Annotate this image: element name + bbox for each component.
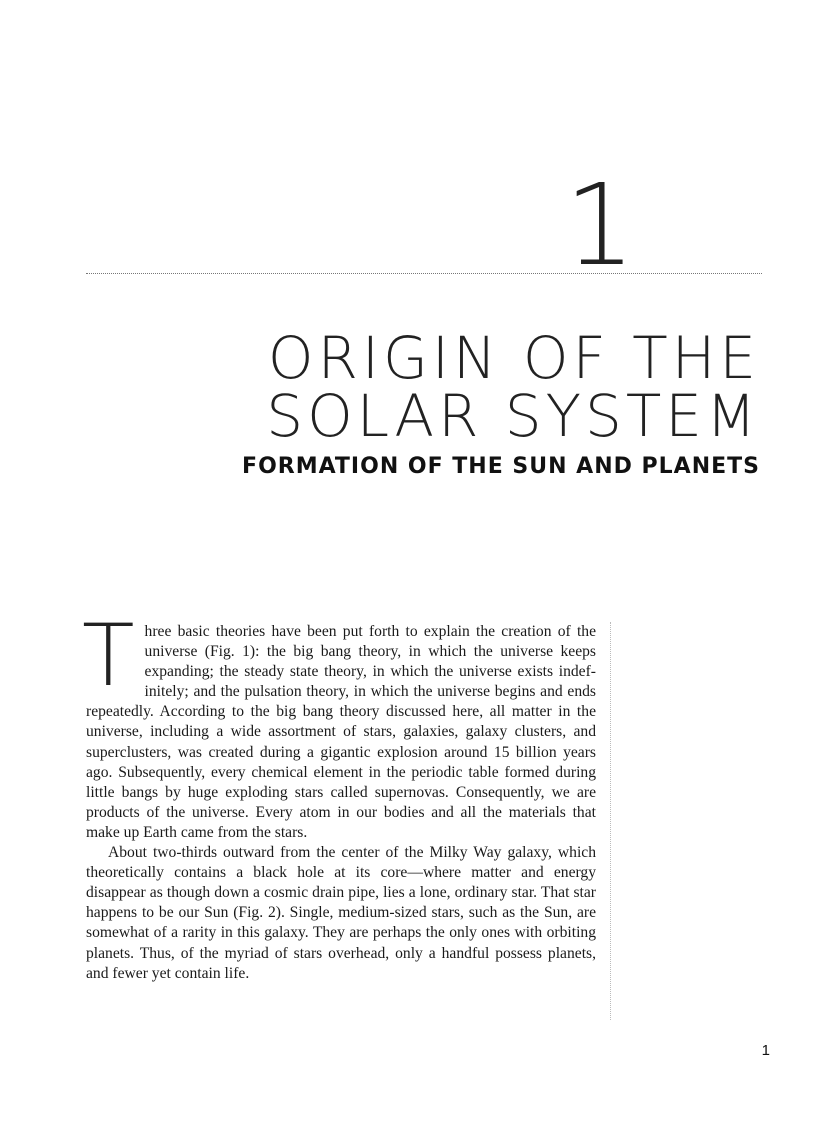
paragraph-2: About two-thirds outward from the center of the Milky Way galaxy, which theoretically contains a black hole at its core—where matter and energy disappear as though down a cosmic drain pipe, lies a lone, ordinary star. That star happens to be our Sun (Fig. 2). Single, medium-sized stars, such as the Sun, are somewhat of a rarity in this galaxy. They are perhaps the only ones with orbiting planets. Thus, of the myriad of stars overhead, only a handful possess planets, and fewer yet contain life.	[86, 844, 596, 982]
paragraph-1	[82, 606, 596, 843]
drop-cap: T	[82, 606, 135, 706]
chapter-title-line-1: ORIGIN OF THE	[267, 324, 760, 392]
chapter-title-line-2: SOLAR SYSTEM	[266, 382, 760, 450]
body-text	[82, 606, 596, 984]
chapter-number: 1	[564, 161, 636, 291]
page-number: 1	[761, 1042, 770, 1059]
chapter-divider	[86, 273, 762, 274]
chapter-subtitle: FORMATION OF THE SUN AND PLANETS	[242, 454, 760, 479]
margin-rule	[610, 622, 611, 1020]
paragraph-1-text: hree basic theories have been put forth to explain the creation of the universe (Fig. 1): the big bang theory, in which the universe keeps expanding; the steady state theory, in which the universe exists indefinitely; and the pulsation theory, in which the universe begins and ends repeatedly. According to the big bang theory discussed here, all matter in the universe, including a wide assortment of stars, galaxies, galaxy clusters, and superclusters, was created during a gigantic explosion around 15 billion years ago. Subsequently, every chemical element in the periodic table formed during little bangs by huge exploding stars called supernovas. Consequently, we are products of the universe. Every atom in our bodies and all the materials that make up Earth came from the stars.	[86, 623, 596, 841]
